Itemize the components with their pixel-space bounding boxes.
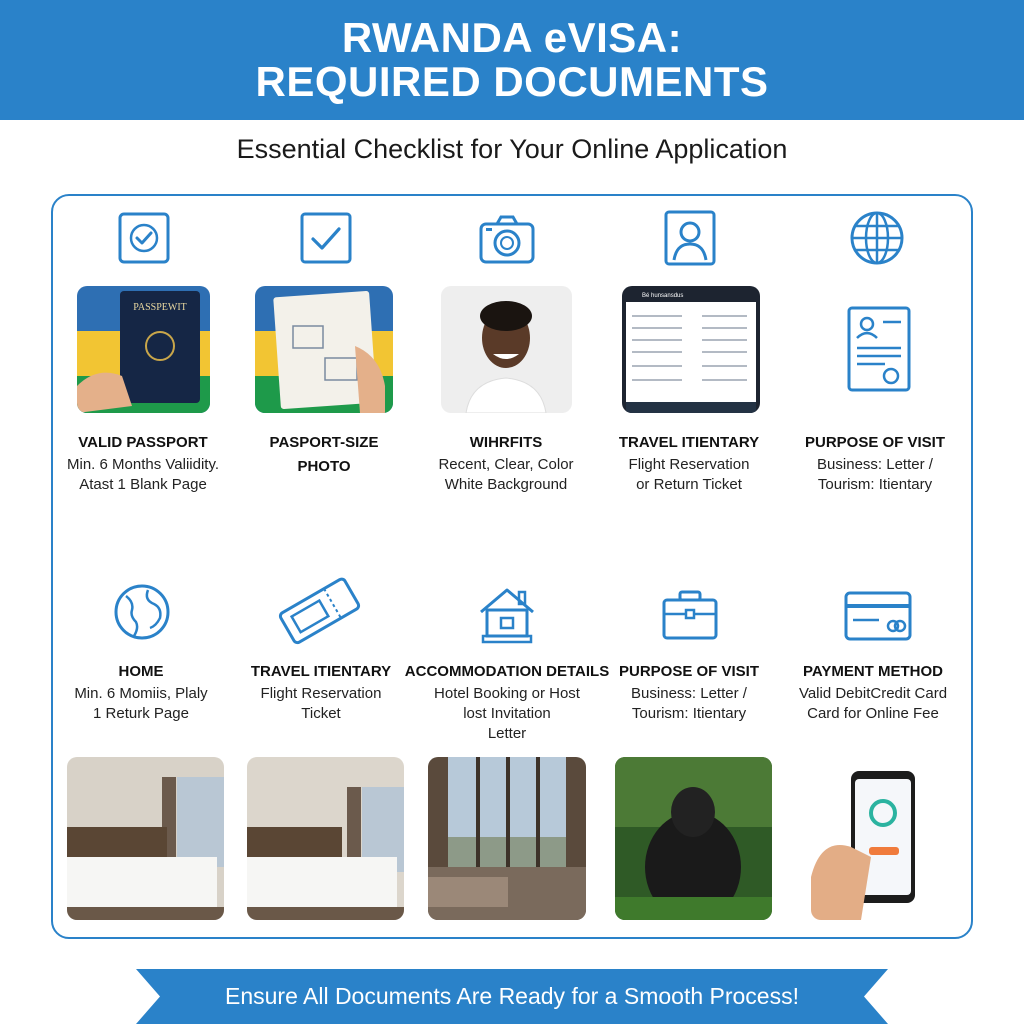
doc-label: HOME [118,663,164,680]
doc-desc: lost Invitation [463,705,551,722]
itinerary-screen-photo [622,286,760,413]
footer-banner [136,969,888,1024]
doc-purpose-of-visit-2 [594,660,784,724]
doc-label: PHOTO [297,458,351,475]
page-title-line2: REQUIRED DOCUMENTS [255,58,769,105]
checkmark-icon [296,208,356,268]
doc-desc: Tourism: Itientary [817,476,933,493]
checkbox-icon [114,208,174,268]
phone-payment-photo [811,767,919,920]
page-title-line1: RWANDA eVISA: [341,14,683,61]
world-map-icon [112,582,172,642]
doc-desc: Business: Letter / [817,456,933,473]
credit-card-icon [843,590,913,642]
doc-desc: Valid DebitCredit Card [798,685,948,702]
doc-label: VALID PASSPORT [78,434,208,451]
hotel-room-photo-2 [247,757,404,920]
doc-desc: Ticket [301,705,341,722]
doc-desc: Flight Reservation [260,685,382,702]
header-bar [0,0,1024,120]
house-icon [475,582,539,646]
doc-accommodation [404,660,610,744]
doc-desc: Card for Online Fee [807,705,939,722]
doc-label: TRAVEL ITIENTARY [618,434,760,451]
ticket-icon [274,570,364,650]
footer-banner-text: Ensure All Documents Are Ready for a Smooth Process! [225,983,799,1009]
doc-desc: Flight Reservation [628,456,750,473]
doc-desc: Min. 6 Months Valiidity. [67,456,219,473]
doc-valid-passport [48,431,238,495]
doc-label: PURPOSE OF VISIT [618,663,760,680]
doc-passport-photo [229,431,419,479]
doc-desc: Letter [487,725,527,742]
doc-label: TRAVEL ITIENTARY [250,663,392,680]
doc-photo-specs [411,431,601,495]
doc-label: PAYMENT METHOD [802,663,943,680]
doc-payment-method [778,660,968,724]
doc-label: PURPOSE OF VISIT [804,434,946,451]
doc-desc: Min. 6 Momiis, Plaly [74,685,208,702]
screen-header-text: Bé hunsansdus [642,293,684,299]
doc-desc: Hotel Booking or Host [434,685,580,702]
doc-travel-itinerary-2 [226,660,416,724]
doc-desc: Tourism: Itientary [631,705,747,722]
page-subtitle: Essential Checklist for Your Online Application [236,134,788,164]
hotel-room-photo-1 [67,757,224,920]
briefcase-icon [660,584,720,644]
doc-desc: White Background [444,476,568,493]
doc-label: ACCOMMODATION DETAILS [404,663,610,680]
document-letter-icon [845,304,913,394]
doc-home [46,660,236,724]
doc-desc: 1 Returk Page [93,705,189,722]
doc-label: PASPORT-SIZE [269,434,379,451]
doc-desc: or Return Ticket [636,476,742,493]
doc-purpose-of-visit [780,431,970,495]
doc-desc: Business: Letter / [631,685,747,702]
globe-icon [847,208,907,268]
passport-page-photo [255,286,393,413]
gorilla-photo [615,757,772,920]
hotel-window-view-photo [428,757,586,920]
doc-desc: Recent, Clear, Color [438,456,574,473]
user-profile-icon [660,208,720,268]
doc-travel-itinerary [594,431,784,495]
doc-desc: Atast 1 Blank Page [79,476,207,493]
portrait-photo [441,286,572,413]
doc-label: WIHRFITS [469,434,543,451]
camera-icon [477,208,537,268]
passport-photo [77,286,210,413]
passport-cover-text: PASSPEWIT [133,302,187,313]
